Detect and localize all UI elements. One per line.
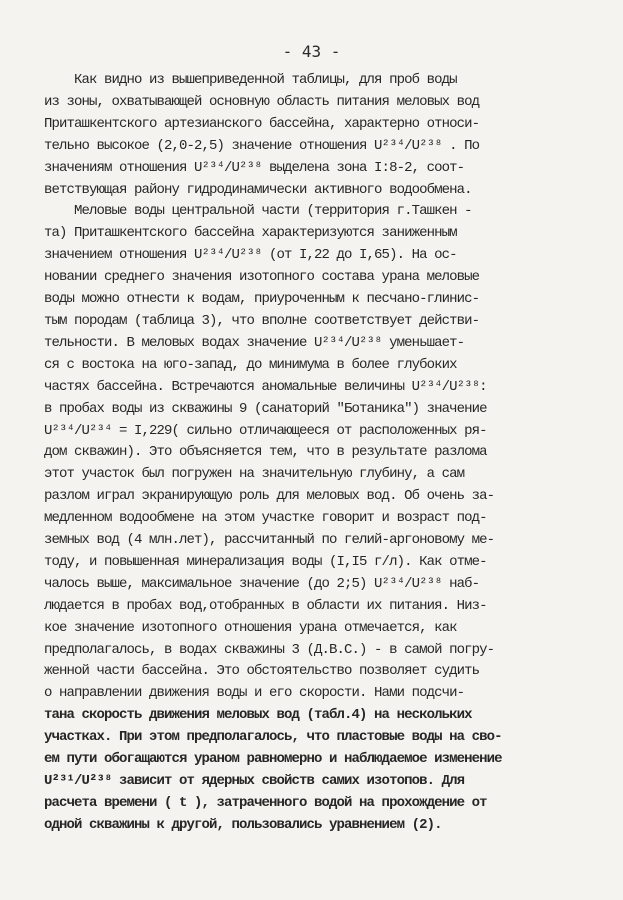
text-line: в пробах воды из скважины 9 (санаторий "Ботаника") значение — [44, 400, 487, 417]
text-line: U²³¹/U²³⁸ зависит от ядерных свойств самих изотопов. Для — [44, 773, 465, 789]
text-line: Как видно из вышеприведенной таблицы, для проб воды — [44, 72, 457, 88]
body-text — [44, 70, 502, 837]
text-line: значением отношения U²³⁴/U²³⁸ (от I,22 до I,65). На ос- — [44, 247, 457, 264]
text-line: из зоны, охватывающей основную область питания меловых вод — [44, 93, 480, 110]
text-line: ся с востока на юго-запад, до минимума в более глубоких — [44, 356, 457, 373]
paragraph-2 — [44, 201, 502, 836]
text-line: кое значение изотопного отношения урана отмечается, как — [44, 619, 457, 636]
text-line: та) Приташкентского бассейна характеризуются заниженным — [44, 225, 457, 242]
text-line: тоду, и повышенная минерализация воды (I,I5 г/л). Как отме- — [44, 553, 487, 570]
text-line: чалось выше, максимальное значение (до 2;5) U²³⁴/U²³⁸ наб- — [44, 575, 480, 592]
text-line: U²³⁴/U²³⁴ = I,229( сильно отличающееся от расположенных ря- — [44, 422, 487, 439]
text-line: этот участок был погружен на значительную глубину, а сам — [44, 466, 465, 483]
text-line: о направлении движения воды и его скорости. Нами подсчи- — [44, 685, 465, 702]
text-line: людается в пробах вод,отобранных в области их питания. Низ- — [44, 597, 487, 614]
text-line: тым породам (таблица 3), что вполне соответствует действи- — [44, 312, 480, 329]
text-line: новании среднего значения изотопного состава урана меловые — [44, 269, 480, 286]
text-line: воды можно отнести к водам, приуроченным к песчано-глинис- — [44, 291, 480, 308]
text-line: тельности. В меловых водах значение U²³⁴/U²³⁸ уменьшает- — [44, 334, 465, 351]
page-number: - 43 - — [282, 42, 341, 61]
paragraph-1 — [44, 70, 502, 201]
text-line: разлом играл экранирующую роль для меловых вод. Об очень за- — [44, 488, 495, 505]
text-line: расчета времени ( t ), затраченного водой на прохождение от — [44, 794, 487, 811]
text-line: Приташкентского артезианского бассейна, характерно относи- — [44, 115, 480, 132]
text-line: земных вод (4 млн.лет), рассчитанный по гелий-аргоновому ме- — [44, 532, 495, 549]
text-line: тана скорость движения меловых вод (табл.4) на нескольких — [44, 707, 472, 724]
text-line: предполагалось, в водах скважины 3 (Д.В.С.) - в самой погру- — [44, 641, 495, 658]
text-line: ветствующая району гидродинамически активного водообмена. — [44, 181, 472, 198]
text-line: ем пути обогащаются ураном равномерно и наблюдаемое изменение — [44, 751, 502, 768]
text-line: участках. При этом предполагалось, что пластовые воды на сво- — [44, 729, 502, 746]
text-line: Меловые воды центральной части (территория г.Ташкен - — [44, 203, 472, 220]
text-line: частях бассейна. Встречаются аномальные величины U²³⁴/U²³⁸: — [44, 378, 487, 395]
text-line: значениям отношения U²³⁴/U²³⁸ выделена зона I:8-2, соот- — [44, 159, 465, 176]
text-line: дом скважин). Это объясняется тем, что в результате разлома — [44, 444, 487, 461]
text-line: тельно высокое (2,0-2,5) значение отношения U²³⁴/U²³⁸ . По — [44, 137, 480, 154]
text-line: одной скважины к другой, пользовались уравнением (2). — [44, 816, 442, 833]
text-line: медленном водообмене на этом участке говорит и возраст под- — [44, 510, 487, 527]
text-line: женной части бассейна. Это обстоятельство позволяет судить — [44, 663, 480, 680]
